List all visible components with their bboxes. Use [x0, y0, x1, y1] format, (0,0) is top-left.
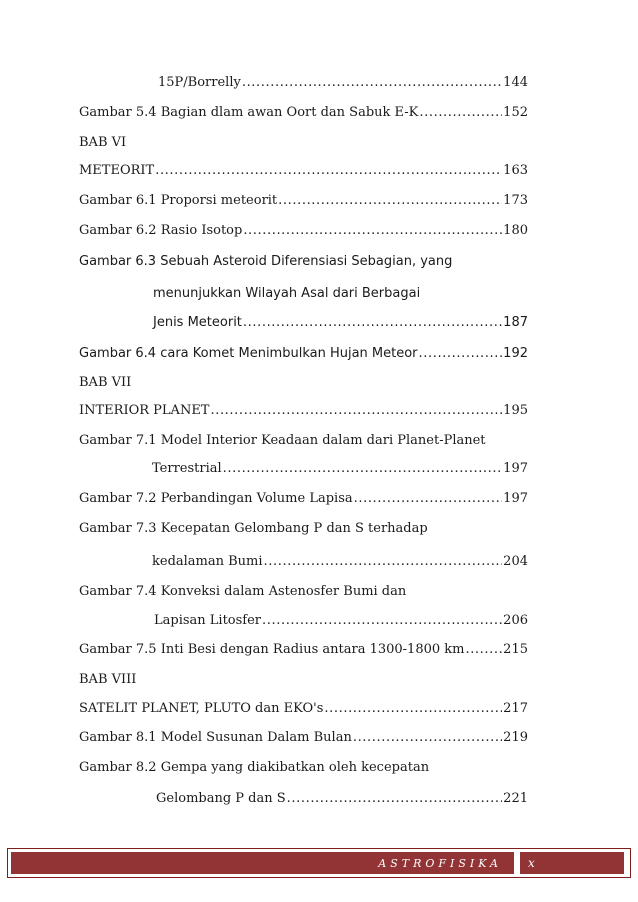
chapter-heading [79, 134, 528, 152]
toc-entry-page: 187 [503, 315, 528, 330]
toc-entry-label: Gambar 7.2 Perbandingan Volume Lapisa [79, 491, 353, 506]
chapter-label: BAB VI [79, 135, 127, 150]
dot-leader [354, 490, 503, 508]
toc-entry[interactable] [79, 192, 528, 210]
toc-entry-label: Gambar 6.1 Proporsi meteorit [79, 193, 278, 208]
toc-entry-page: 221 [503, 791, 528, 806]
toc-entry-page: 215 [503, 642, 528, 657]
toc-entry[interactable] [79, 790, 528, 808]
toc-entry[interactable] [79, 222, 528, 240]
toc-entry-label: 15P/Borrelly [158, 75, 241, 90]
dot-leader [243, 314, 502, 332]
dot-leader [465, 641, 502, 659]
toc-entry-label: Gambar 7.1 Model Interior Keadaan dalam dari Planet-Planet [79, 433, 486, 448]
toc-entry[interactable] [79, 700, 528, 718]
toc-entry-label: Gambar 8.2 Gempa yang diakibatkan oleh kecepatan [79, 760, 430, 775]
chapter-heading [79, 374, 528, 392]
dot-leader [324, 700, 502, 718]
toc-entry-label: Gambar 7.5 Inti Besi dengan Radius antara 1300-1800 km [79, 642, 465, 657]
toc-entry[interactable] [79, 583, 528, 601]
dot-leader [353, 729, 502, 747]
page-number: x [528, 856, 535, 870]
dot-leader [155, 162, 502, 180]
toc-entry-label: Gelombang P dan S [156, 791, 286, 806]
toc-entry-label: Gambar 7.4 Konveksi dalam Astenosfer Bumi dan [79, 584, 407, 599]
toc-entry-page: 217 [503, 701, 528, 716]
toc-entry[interactable] [79, 314, 528, 332]
toc-entry-page: 163 [503, 163, 528, 178]
toc-entry-label: Gambar 6.3 Sebuah Asteroid Diferensiasi Sebagian, yang [79, 254, 453, 269]
dot-leader [419, 345, 503, 363]
toc-entry-page: 197 [503, 491, 528, 506]
toc-entry-page: 204 [503, 554, 528, 569]
dot-leader [262, 612, 502, 630]
toc-entry[interactable] [79, 432, 528, 450]
toc-entry[interactable] [79, 490, 528, 508]
toc-entry[interactable] [79, 460, 528, 478]
toc-entry-label: Gambar 8.1 Model Susunan Dalam Bulan [79, 730, 352, 745]
chapter-label: BAB VIII [79, 672, 137, 687]
toc-entry-label: Jenis Meteorit [153, 315, 242, 330]
toc-entry-page: 192 [503, 346, 528, 361]
chapter-label: BAB VII [79, 375, 132, 390]
toc-entry[interactable] [79, 520, 528, 538]
page-footer [7, 848, 631, 878]
toc-entry-label: METEORIT [79, 163, 155, 178]
toc-entry-page: 219 [503, 730, 528, 745]
toc-entry-label: Gambar 6.4 cara Komet Menimbulkan Hujan Meteor [79, 346, 418, 361]
toc-entry[interactable] [79, 402, 528, 420]
toc-entry-page: 173 [503, 193, 528, 208]
toc-entry-page: 152 [503, 105, 528, 120]
toc-entry[interactable] [79, 553, 528, 571]
toc-entry[interactable] [79, 162, 528, 180]
toc-entry-label: INTERIOR PLANET [79, 403, 210, 418]
toc-entry-label: kedalaman Bumi [152, 554, 263, 569]
toc-entry[interactable] [79, 759, 528, 777]
dot-leader [419, 104, 502, 122]
footer-title: ASTROFISIKA [378, 856, 502, 870]
footer-title-bar [11, 852, 514, 874]
dot-leader [210, 402, 502, 420]
toc-entry-label: Gambar 7.3 Kecepatan Gelombang P dan S terhadap [79, 521, 428, 536]
toc-entry[interactable] [79, 345, 528, 363]
toc-entry-label: Terrestrial [152, 461, 222, 476]
dot-leader [264, 553, 503, 571]
toc-entry-page: 197 [503, 461, 528, 476]
toc-entry-page: 180 [503, 223, 528, 238]
dot-leader [278, 192, 502, 210]
toc-entry[interactable] [79, 104, 528, 122]
chapter-heading [79, 671, 528, 689]
toc-entry-label: SATELIT PLANET, PLUTO dan EKO's [79, 701, 324, 716]
toc-entry[interactable] [79, 729, 528, 747]
toc-entry[interactable] [79, 74, 528, 92]
dot-leader [287, 790, 503, 808]
footer-page-box [520, 852, 624, 874]
toc-entry[interactable] [79, 641, 528, 659]
toc-entry-label: Gambar 6.2 Rasio Isotop [79, 223, 243, 238]
dot-leader [242, 74, 502, 92]
toc-entry-page: 195 [503, 403, 528, 418]
toc-entry-page: 206 [503, 613, 528, 628]
toc-entry-page: 144 [503, 75, 528, 90]
toc-entry-continuation [79, 285, 528, 303]
toc-entry[interactable] [79, 253, 528, 271]
dot-leader [243, 222, 502, 240]
toc-entry-label: Lapisan Litosfer [154, 613, 262, 628]
toc-entry-label: Gambar 5.4 Bagian dlam awan Oort dan Sabuk E-K [79, 105, 419, 120]
toc-entry[interactable] [79, 612, 528, 630]
dot-leader [223, 460, 503, 478]
toc-entry-label: menunjukkan Wilayah Asal dari Berbagai [153, 286, 421, 301]
